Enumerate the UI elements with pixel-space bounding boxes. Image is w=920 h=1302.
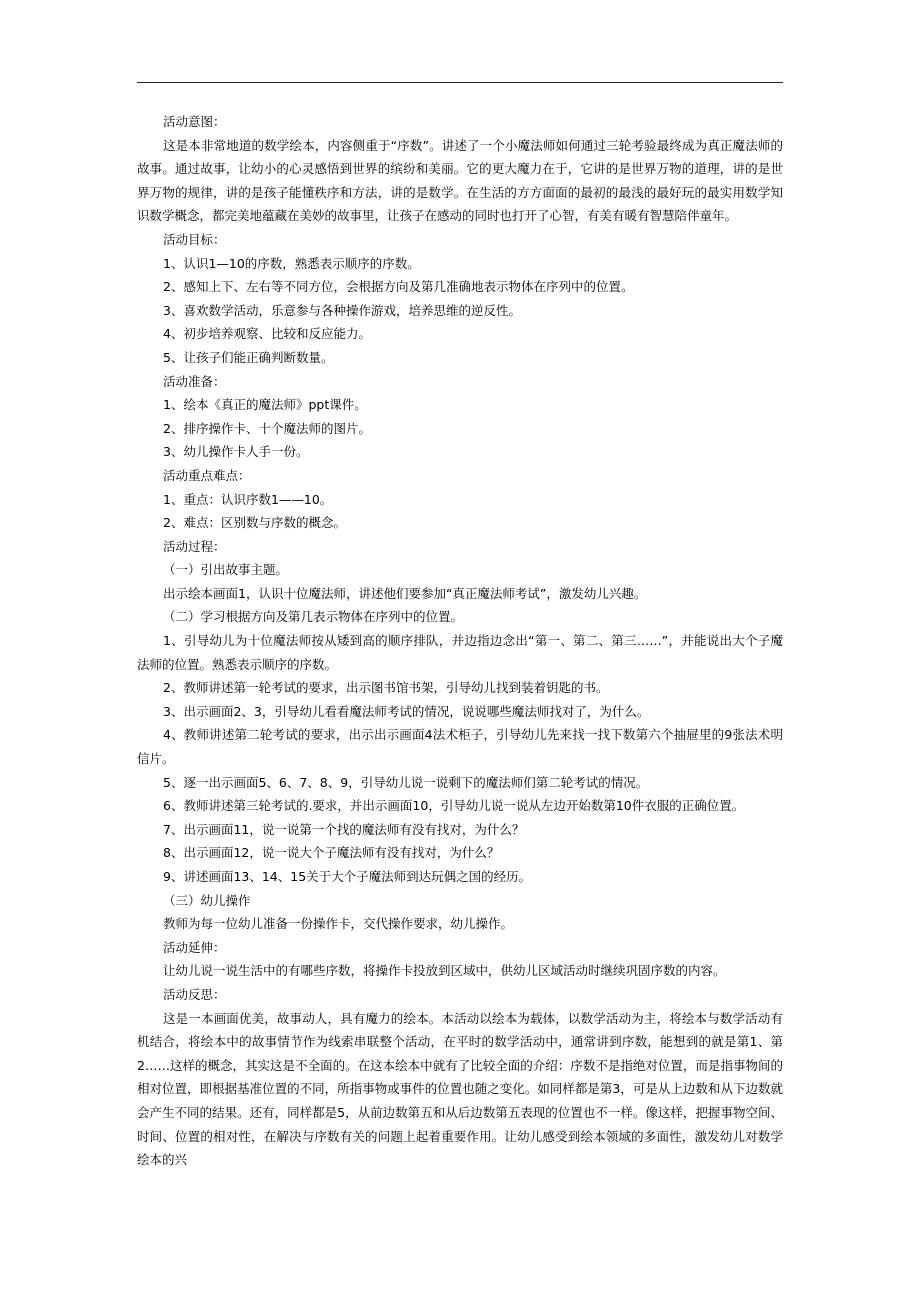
paragraph: （二）学习根据方向及第几表示物体在序列中的位置。	[163, 609, 464, 625]
paragraph: 2、难点：区别数与序数的概念。	[163, 515, 346, 531]
paragraph: 5、逐一出示画面5、6、7、8、9，引导幼儿说一说剩下的魔法师们第二轮考试的情况。	[163, 774, 649, 790]
paragraph: 出示绘本画面1，认识十位魔法师，讲述他们要参加“真正魔法师考试”，激发幼儿兴趣。	[163, 585, 647, 601]
paragraph: 3、出示画面2、3，引导幼儿看看魔法师考试的情况，说说哪些魔法师找对了，为什么。	[163, 703, 650, 719]
paragraph: 活动反思：	[163, 986, 226, 1002]
paragraph: 活动重点难点：	[163, 467, 251, 483]
paragraph: 6、教师讲述第三轮考试的.要求，并出示画面10，引导幼儿说一说从左边开始数第10件衣服的正确位置。	[163, 798, 745, 814]
paragraph: 7、出示画面11，说一说第一个找的魔法师有没有找对，为什么？	[163, 821, 525, 837]
header-rule	[137, 82, 783, 83]
paragraph: 1、认识1—10的序数，熟悉表示顺序的序数。	[163, 255, 420, 271]
paragraph: 3、喜欢数学活动，乐意参与各种操作游戏，培养思维的逆反性。	[163, 302, 521, 318]
paragraph: 活动过程：	[163, 538, 226, 554]
paragraph: 这是一本画面优美，故事动人，具有魔力的绘本。本活动以绘本为载体，以数学活动为主，将绘本与数学活动有机结合，将绘本中的故事情节作为线索串联整个活动，在平时的数学活动中，通常讲到序数，能想到的就是第1、第2……这样的概念，其实这是不全面的。在这本绘本中就有了比较全面的介绍：序数不是指绝对位置，而是指事物间的相对位置，即根据基准位置的不同，所指事物或事件的位置也随之变化。如同样都是第3，可是从上边数和从下边数就会产生不同的结果。还有，同样都是5，从前边数第五和从后边数第五表现的位置也不一样。像这样，把握事物空间、时间、位置的相对性，在解决与序数有关的问题上起着重要作用。让幼儿感受到绘本领域的多面性，激发幼儿对数学绘本的兴	[137, 1010, 783, 1168]
paragraph: （三）幼儿操作	[163, 892, 251, 908]
paragraph: 5、让孩子们能正确判断数量。	[163, 349, 334, 365]
paragraph: （一）引出故事主题。	[163, 562, 289, 578]
paragraph: 让幼儿说一说生活中的有哪些序数，将操作卡投放到区域中，供幼儿区域活动时继续巩固序数的内容。	[163, 963, 726, 979]
paragraph: 1、引导幼儿为十位魔法师按从矮到高的顺序排队，并边指边念出“第一、第二、第三……”，并能说出大个子魔法师的位置。熟悉表示顺序的序数。	[137, 633, 783, 672]
paragraph: 2、教师讲述第一轮考试的要求，出示图书馆书架，引导幼儿找到装着钥匙的书。	[163, 680, 609, 696]
paragraph: 4、教师讲述第二轮考试的要求，出示出示画面4法术柜子，引导幼儿先来找一找下数第六个抽屉里的9张法术明信片。	[137, 727, 783, 767]
paragraph: 2、感知上下、左右等不同方位，会根据方向及第几准确地表示物体在序列中的位置。	[163, 279, 634, 295]
paragraph: 活动延伸：	[163, 939, 226, 955]
paragraph: 2、排序操作卡、十个魔法师的图片。	[163, 420, 371, 436]
paragraph: 活动目标：	[163, 231, 226, 247]
paragraph: 9、讲述画面13、14、15关于大个子魔法师到达玩偶之国的经历。	[163, 869, 532, 884]
paragraph: 8、出示画面12，说一说大个子魔法师有没有找对，为什么？	[163, 845, 500, 861]
document-body	[137, 110, 783, 1172]
paragraph: 活动准备：	[163, 373, 226, 389]
paragraph: 3、幼儿操作卡人手一份。	[163, 444, 309, 460]
paragraph: 教师为每一位幼儿准备一份操作卡，交代操作要求，幼儿操作。	[163, 916, 514, 932]
paragraph: 1、重点：认识序数1——10。	[163, 491, 333, 507]
paragraph: 1、绘本《真正的魔法师》ppt课件。	[163, 397, 367, 413]
paragraph: 这是本非常地道的数学绘本，内容侧重于“序数”。讲述了一个小魔法师如何通过三轮考验最终成为真正魔法师的故事。通过故事，让幼小的心灵感悟到世界的缤纷和美丽。它的更大魔力在于，它讲的是世界万物的道理，讲的是世界万物的规律，讲的是孩子能懂秩序和方法，讲的是数学。在生活的方方面面的最初的最浅的最好玩的最实用数学知识数学概念，都完美地蕴藏在美妙的故事里，让孩子在感动的同时也打开了心智，有美有暖有智慧陪伴童年。	[137, 137, 783, 224]
paragraph: 活动意图：	[163, 114, 226, 129]
paragraph: 4、初步培养观察、比较和反应能力。	[163, 326, 371, 342]
